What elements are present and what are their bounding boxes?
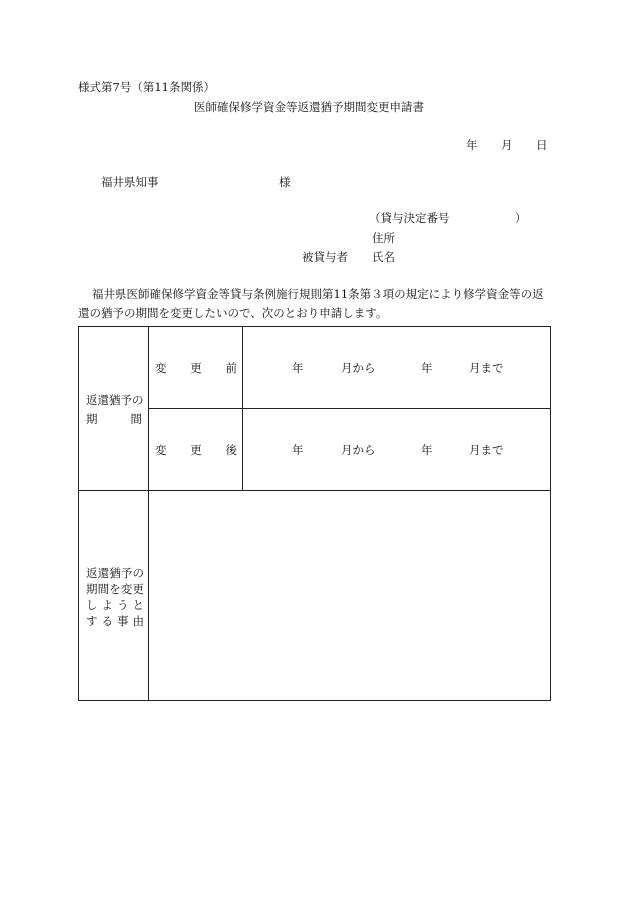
reason-char: 返 xyxy=(86,566,98,580)
loan-number-close: ） xyxy=(515,211,527,225)
reason-char: 間 xyxy=(97,582,110,596)
application-table xyxy=(78,326,551,701)
address-label: 住所 xyxy=(372,231,395,245)
after-char: 更 xyxy=(190,443,202,457)
reason-label-line3 xyxy=(86,598,144,612)
reason-char: の xyxy=(132,566,144,580)
reason-label-line4 xyxy=(86,614,144,628)
addressee-honorific: 様 xyxy=(279,175,291,189)
reason-char: 事 xyxy=(117,614,129,628)
before-char: 更 xyxy=(190,361,202,375)
period-label-char: 期 xyxy=(86,412,98,426)
reason-char: る xyxy=(101,614,113,628)
before-year-to[interactable]: 年 xyxy=(421,361,433,375)
before-change-label xyxy=(155,361,237,375)
after-month-to[interactable]: 月まで xyxy=(469,443,504,457)
borrower-label: 被貸与者 xyxy=(302,250,348,264)
document-title: 医師確保修学資金等返還猶予期間変更申請書 xyxy=(194,100,424,114)
after-change-label xyxy=(155,443,237,457)
date-day-label: 日 xyxy=(536,138,548,152)
name-label: 氏名 xyxy=(372,250,395,264)
before-month-from[interactable]: 月から xyxy=(341,361,376,375)
reason-entry-area[interactable] xyxy=(149,491,550,700)
loan-number-label: （貸与決定番号 xyxy=(369,211,450,225)
reason-char: 還 xyxy=(97,566,110,580)
after-month-from[interactable]: 月から xyxy=(341,443,376,457)
after-char: 変 xyxy=(155,443,167,457)
body-line-1: 福井県医師確保修学資金等貸与条例施行規則第11条第３項の規定により修学資金等の返 xyxy=(92,287,544,301)
reason-char: を xyxy=(109,582,121,596)
before-char: 変 xyxy=(155,361,167,375)
addressee-name: 福井県知事 xyxy=(101,175,159,189)
after-year-from[interactable]: 年 xyxy=(292,443,304,457)
before-month-to[interactable]: 月まで xyxy=(469,361,504,375)
body-line-2: 還の猶予の期間を変更したいので、次のとおり申請します。 xyxy=(78,306,388,320)
reason-char: と xyxy=(132,598,144,612)
reason-char: 変 xyxy=(120,582,133,596)
before-year-from[interactable]: 年 xyxy=(292,361,304,375)
reason-char: す xyxy=(86,614,98,628)
form-number: 様式第7号（第11条関係） xyxy=(78,80,215,94)
reason-char: う xyxy=(117,598,129,612)
reason-label-line1 xyxy=(86,566,144,580)
date-year-label: 年 xyxy=(466,138,478,152)
reason-char: 更 xyxy=(132,582,144,596)
date-month-label: 月 xyxy=(501,138,513,152)
reason-char: 猶 xyxy=(109,566,121,580)
reason-label-line2 xyxy=(86,582,144,596)
after-year-to[interactable]: 年 xyxy=(421,443,433,457)
period-label-line1: 返還猶予の xyxy=(86,393,144,407)
after-char: 後 xyxy=(225,443,237,457)
reason-char: よ xyxy=(101,598,113,612)
period-label-line2 xyxy=(86,412,142,426)
period-label-char: 間 xyxy=(130,412,142,426)
table-subcol-divider xyxy=(242,327,243,491)
reason-char: 期 xyxy=(86,582,98,596)
table-row-divider-1 xyxy=(148,408,551,409)
reason-char: 予 xyxy=(120,566,133,580)
reason-char: 由 xyxy=(132,614,144,628)
before-char: 前 xyxy=(225,361,237,375)
reason-char: し xyxy=(86,598,98,612)
